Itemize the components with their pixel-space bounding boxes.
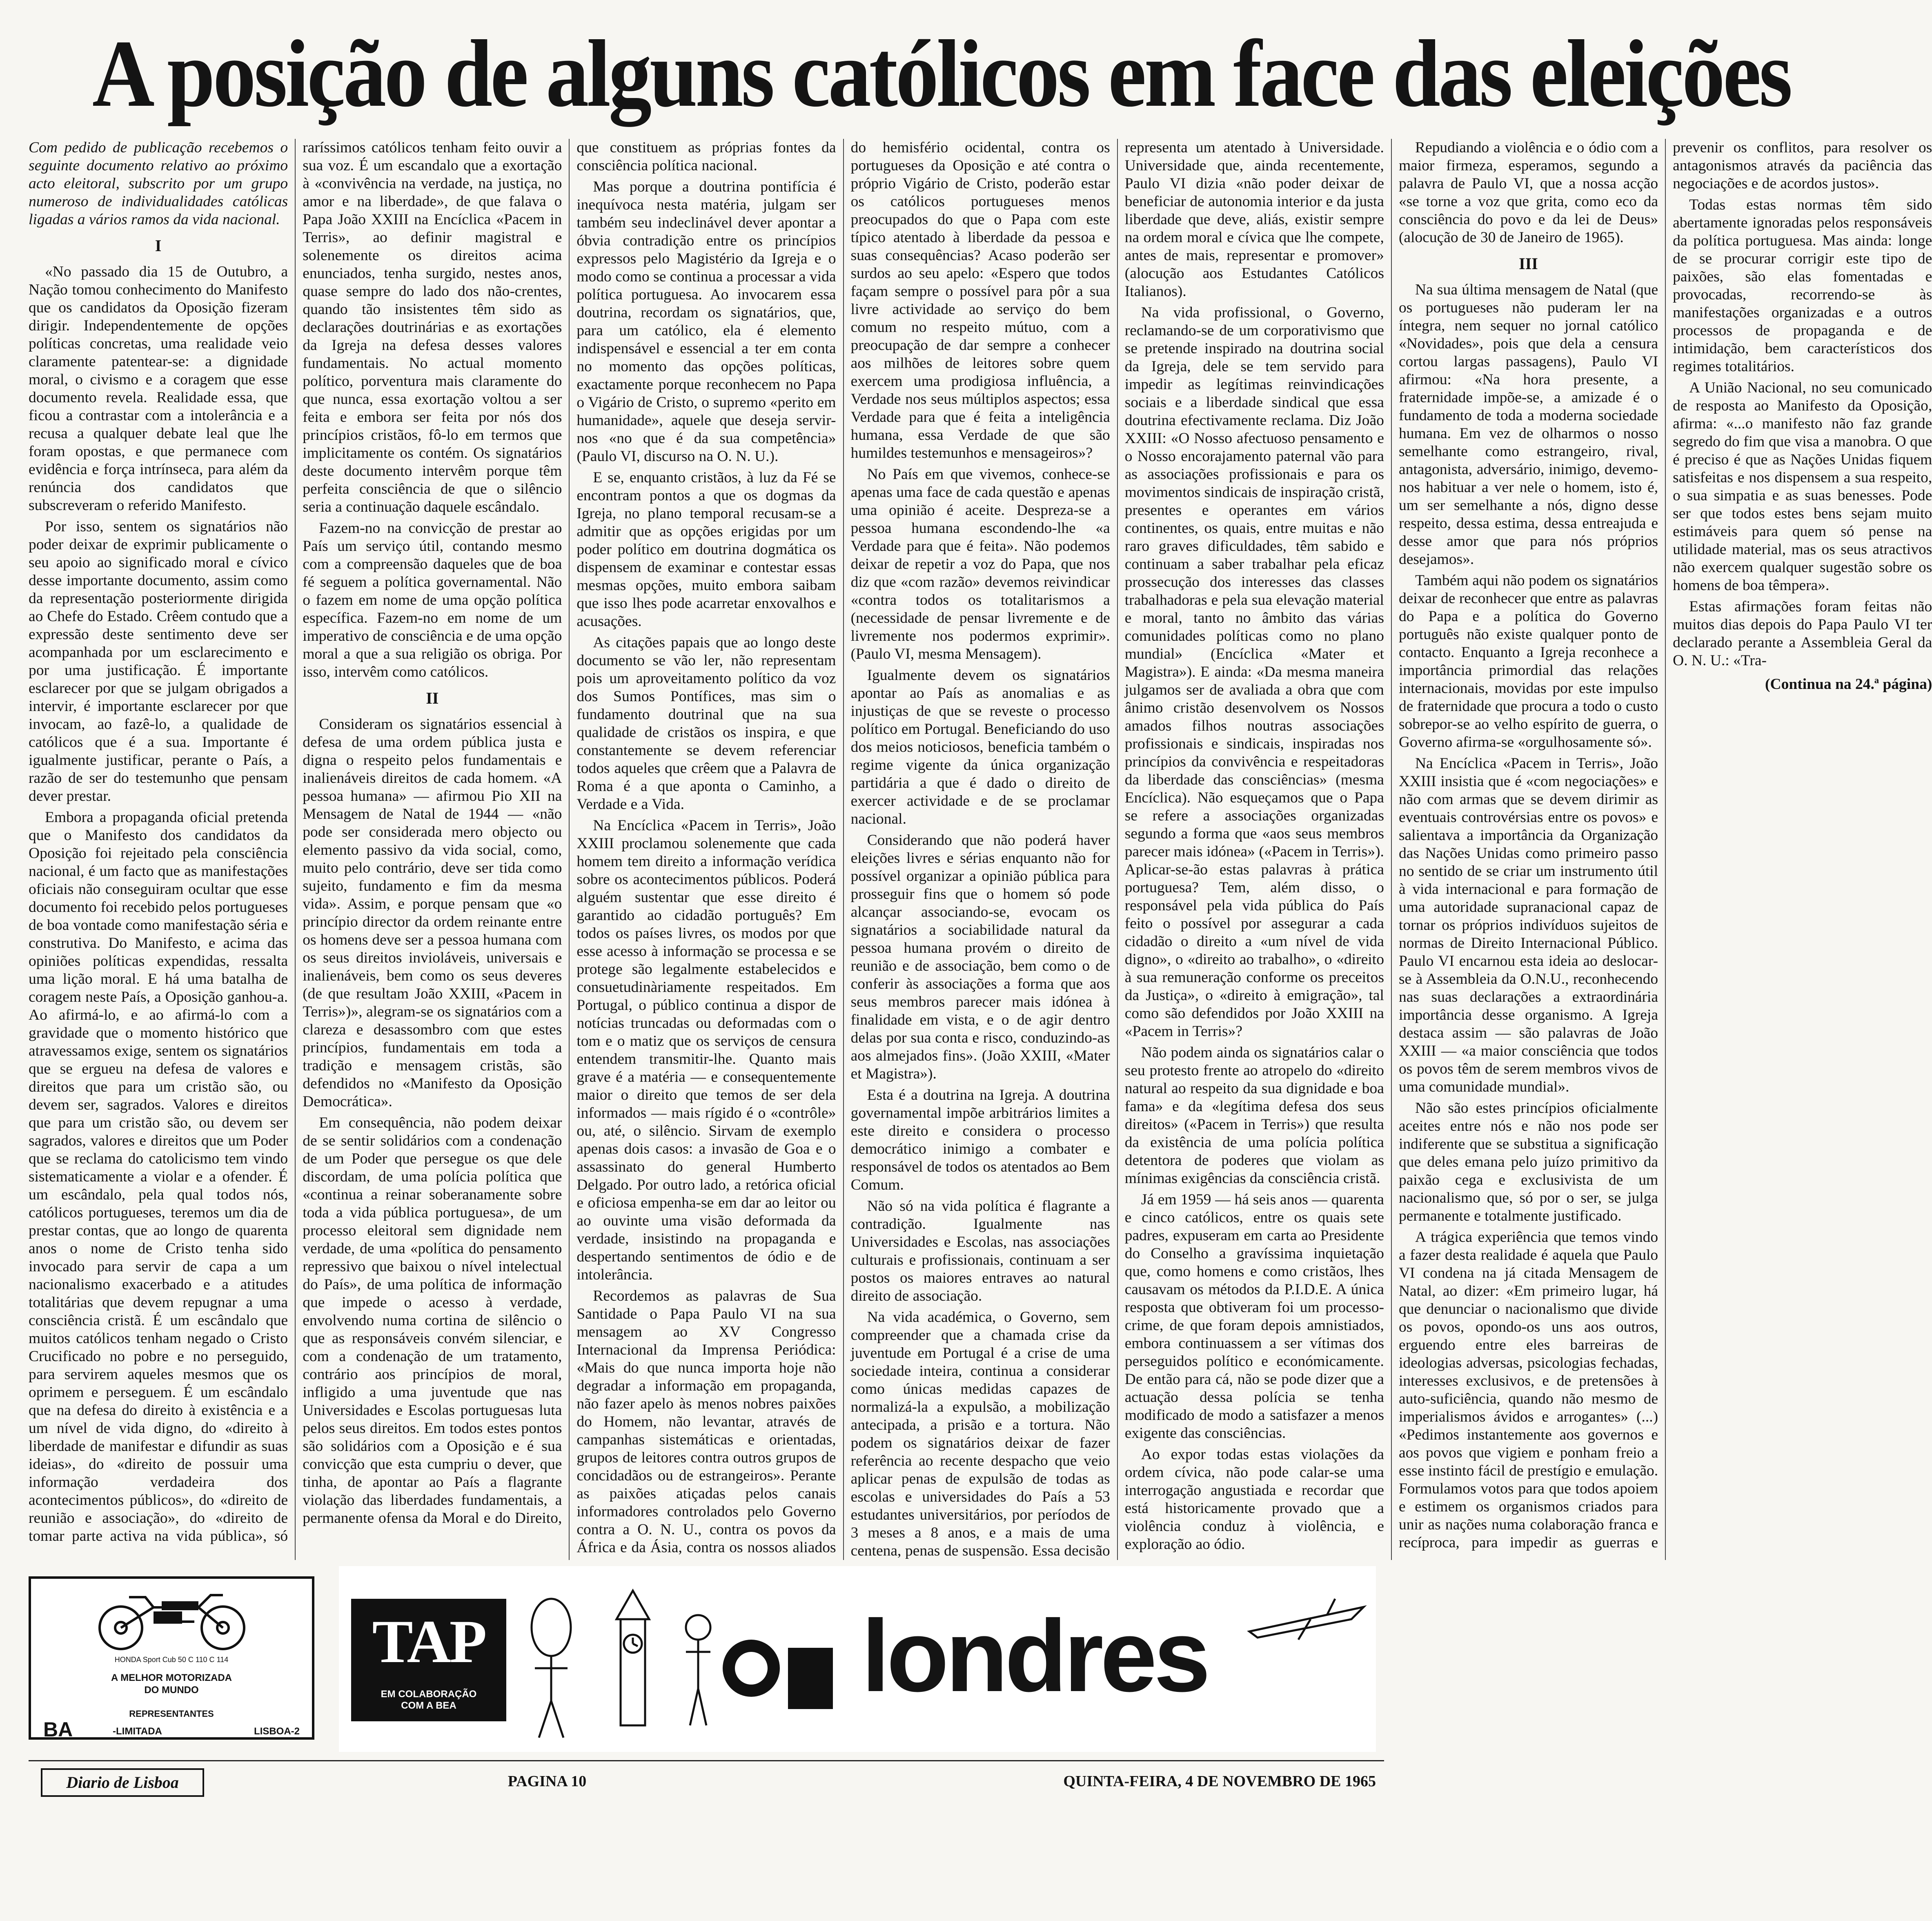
section-number: II [426, 689, 439, 707]
paragraph: A União Nacional, no seu comunicado de resposta ao Manifesto da Oposição, afirma: «...o manifesto não faz grande segredo do fim que visa a manobra. O que é preciso é que as Nações Unidas fiquem satisfeitas e nos dispensem a sua respeito, o sua simpatia e as suas benesses. Pode ser que todos estes bens sejam muito estimáveis para quem só pense na utilidade material, mas os seus atractivos não exercem qualquer sugestão sobre os homens de boa têmpera». [1673, 379, 1932, 594]
paragraph: Esta é a doutrina na Igreja. A doutrina governamental impõe arbitrários limites a este direito e considera o processo democrático inimigo a combater e responsável de todos os atentados ao Bem Comum. [850, 1087, 1110, 1193]
honda-claim-line: DO MUNDO [144, 1685, 199, 1696]
tap-logo: TAP [372, 1608, 485, 1676]
article-columns [29, 139, 1932, 1560]
paragraph: Fazem-no na convicção de prestar ao País um serviço útil, contando mesmo com a compreensão daqueles que de boa fé seguem a política governamental. Não o fazem em nome de uma opção política específica. Fazem-no em nome de um imperativo de consciência e de uma opção moral a que a sua religião os obriga. Por isso, intervêm como católicos. [303, 520, 562, 680]
headline: A posição de alguns católicos em face das eleições [92, 20, 1791, 127]
paragraph: E se, enquanto cristãos, à luz da Fé se encontram pontos a que os dogmas da Igreja, no plano temporal recusam-se a admitir que as opções erigidas por um poder político em doutrina dogmática os dispensem de examinar e contestar essas mesmas opções, muito embora saibam que isso lhes pode acarretar enxovalhos e acusações. [576, 469, 836, 630]
continued-note: (Continua na 24.ª página) [1765, 676, 1932, 693]
tap-collab-line: COM A BEA [401, 1700, 456, 1711]
newspaper-masthead: Diario de Lisboa [41, 1768, 204, 1797]
paragraph: No País em que vivemos, conhece-se apenas uma face de cada questão e apenas uma opinião é aceite. Despreza-se a pessoa humana escondendo-lhe «a Verdade para que é feita». Não podemos deixar de repetir a voz do Papa, que nos diz que «com razão» devemos reivindicar «contra todos os totalitarismos a (necessidade de pensar livremente e de livremente nos podermos exprimir». (Paulo VI, mesma Mensagem). [850, 466, 1110, 662]
paragraph: Recordemos as palavras de Sua Santidade o Papa Paulo VI na sua mensagem ao XV Congresso Internacional da Imprensa Periódica: «Mais do que nunca importa hoje não degradar a informação em propaganda, não fazer apelo às menos nobres paixões do Homem, não levantar, através de campanhas sistemáticas e orientadas, grupos de leitores contra outros grupos de concidadãos ou de estrangeiros». Perante as paixões atiçadas pelos canais informadores controlados pelo Governo contra a O. N. U., contra os povos da África e da Ásia, contra os nossos aliados do hemisfério ocidental, contra os portugueses da Oposição e até contra o próprio Vigário de Cristo, poderão estar os católicos portugueses menos preocupados do que o Papa com este típico atentado à liberdade da pessoa e suas consequências? Acaso poderão ser surdos ao seu apelo: «Espero que todos façam sempre o possível para pôr a sua livre actividade ao serviço do bem comum no respeito mútuo, com a preocupação de dar sempre a conhecer aos milhões de leitores sobre quem exercem uma prodigiosa influência, a Verdade nos seus múltiplos aspectos; essa Verdade para que é feita a inteligência humana, essa Verdade de que são humildes testemunhos e mensageiros»? [576, 139, 1110, 1556]
page-number: PAGINA 10 [507, 1773, 587, 1790]
paragraph: As citações papais que ao longo deste documento se vão ler, não representam pois um aproveitamento político da voz dos Sumos Pontífices, mas sim o fundamento doutrinal que na sua qualidade de cristãos os inspira, e que constantemente se devem referenciar todos aqueles que crêem que a Palavra de Roma é a que aponta o Caminho, a Verdade e a Vida. [576, 634, 836, 813]
paragraph: Mas porque a doutrina pontifícia é inequívoca nesta matéria, julgam ser também seu indeclinável dever apontar a óbvia contradição entre os princípios expressos pelo Magistério da Igreja e o modo como se continua a processar a vida política portuguesa. Ao invocarem essa doutrina, recordam os signatários, que, para um católico, ela é elemento indispensável e essencial a ter em conta no momento das opções políticas, exactamente porque reconhecem no Papa o Vigário de Cristo, o supremo «perito em humanidade», aquele que deseja servir-nos «no que é da sua competência» (Paulo VI, discurso na O. N. U.). [576, 178, 836, 465]
honda-dealer-suffix: -LIMITADA [113, 1726, 162, 1737]
paragraph: Considerando que não poderá haver eleições livres e sérias enquanto não for possível organizar a opinião pública para prosseguir fins que o homem só pode alcançar associando-se, evocam os signatários a sociabilidade natural da pessoa humana provém o direito de reunião e de associação, bem como o de conferir às associações a forma que aos seus membros parecer mais idónea à finalidade em vista, e o de agir dentro delas por sua conta e risco, conduzindo-as aos almejados fins». (João XXIII, «Mater et Magistra»). [850, 832, 1110, 1082]
paragraph: Também aqui não podem os signatários deixar de reconhecer que entre as palavras do Papa e a política do Governo português não existe qualquer ponto de contacto. Enquanto a Igreja reconhece a importância primordial das relações internacionais, movidas por este impulso de fraternidade que procura a todo o custo sobrepor-se ao velho espírito de guerra, o Governo afirma-se «orgulhosamente só». [1398, 572, 1658, 751]
paragraph: Não só na vida política é flagrante a contradição. Igualmente nas Universidades e Escolas, nas associações culturais e profissionais, continuam a ser postos os maiores entraves ao natural direito de associação. [850, 1198, 1110, 1304]
paragraph: Igualmente devem os signatários apontar ao País as anomalias e as injustiças de que se reveste o processo político em Portugal. Beneficiando do uso dos meios noticiosos, beneficia também o regime vigente da única organização partidária a que é dado o direito de exercer actividade e de se proclamar nacional. [850, 667, 1110, 827]
paragraph: Não são estes princípios oficialmente aceites entre nós e não nos pode ser indiferente que se substitua a significação que deles emana pelo juízo primitivo da paixão cega e exclusivista de um nacionalismo que, só por o ser, se julga permanente e totalmente justificado. [1398, 1100, 1658, 1224]
section-number: III [1519, 254, 1538, 273]
honda-dealer-city: LISBOA-2 [254, 1726, 300, 1737]
honda-dealer-logo: BA [43, 1718, 73, 1741]
paragraph: Repudiando a violência e o ódio com a maior firmeza, esperamos, segundo a palavra de Paulo VI, que a nossa acção «se torne a voz que grita, como eco da consciência do povo e da lei de Deus» (alocução de 30 de Janeiro de 1965). [1398, 139, 1658, 246]
paragraph: A trágica experiência que temos vindo a fazer desta realidade é aquela que Paulo VI condena na já citada Mensagem de Natal, ao dizer: «Em primeiro lugar, há que denunciar o nacionalismo que divide os povos, opondo-os uns aos outros, erguendo entre eles barreiras de ideologias adversas, psicologias fechadas, interesses exclusivos, e de pretensões à auto-suficiência, quando não mesmo de imperialismos ávidos e arrogantes» (...) «Pedimos instantemente aos governos e aos povos que vigiem e ponham freio a esse instinto fácil de prestígio e emulação. Formulamos votos para que todos apoiem e estimem os organismos criados para unir as nações numa colaboração franca e recíproca, para impedir as guerras e prevenir os conflitos, para resolver os antagonismos através da paciência das negociações e de acordos justos». [1398, 139, 1932, 1551]
paragraph: Não podem ainda os signatários calar o seu protesto frente ao atropelo do «direito natural ao respeito da sua dignidade e boa fama» e da «legítima defesa dos seus direitos» («Pacem in Terris») que resulta da existência de uma polícia política detentora de poderes que violam as mínimas exigências da consciência cristã. [1124, 1044, 1384, 1187]
paragraph: «No passado dia 15 de Outubro, a Nação tomou conhecimento do Manifesto que os candidatos da Oposição fizeram dirigir. Independentemente de opções políticas concretas, uma realidade veio claramente patentear-se: a dignidade moral, o civismo e a coragem que esse documento revela. Realidade essa, que ficou a contrastar com a intolerância e a recusa a qualquer debate leal que lhe foram opostas, e que permanece com evidência e força intrínseca, para além da renúncia dos candidatos que subscreveram o referido Manifesto. [29, 263, 288, 514]
destination-title: londres [861, 1599, 1207, 1713]
honda-dealer-label: REPRESENTANTES [129, 1709, 214, 1719]
paragraph: Ao expor todas estas violações da ordem cívica, não pode calar-se uma interrogação angustiada e recordar que está historicamente provado que a violência conduz à violência, e exploração ao ódio. [1124, 1446, 1384, 1553]
honda-advert [29, 1576, 314, 1740]
section-number: I [155, 236, 162, 255]
footer-rule [29, 1760, 1384, 1761]
paragraph: Em consequência, não podem deixar de se sentir solidários com a condenação de um Poder que persegue os que dele discordam, de uma polícia política que «continua a reinar soberanamente sobre toda a vida pública portuguesa», de um processo eleitoral sem dignidade nem verdade, de uma «política do pensamento repressivo que baixou o nível intelectual do País», de uma política de informação que impede o acesso à verdade, envolvendo numa cortina de silêncio o que as responsáveis convém silenciar, e com a condenação de um tratamento, contrário aos princípios de moral, infligido a uma juventude que nas Universidades e Escolas portuguesas luta pelos seus direitos. Em todos estes pontos são solidários com a Oposição e é sua convicção que esta cumpriu o dever, que tinha, de apontar ao País a flagrante violação das liberdades fundamentais, a permanente ofensa da Moral e do Direito, que constituem as próprias fontes da consciência política nacional. [303, 139, 836, 1527]
paragraph: Todas estas normas têm sido abertamente ignoradas pelos responsáveis da política portuguesa. Mas ainda: longe de se procurar corrigir este tipo de paixões, são elas fomentadas e provocadas, recorrendo-se às manifestações organizadas e a outros processos de propaganda e de intimidação, bem característicos dos regimes totalitários. [1673, 196, 1932, 375]
paragraph: Embora a propaganda oficial pretenda que o Manifesto dos candidatos da Oposição foi rejeitado pela consciência nacional, é um facto que as manifestações oficiais não conseguiram ocultar que esse documento foi recebido pelos portugueses de boa vontade como manifestação séria e construtiva. Do Manifesto, e acima das opiniões políticas expendidas, ressalta uma lição moral. E há uma batalha de coragem neste País, a Oposição ganhou-a. Ao afirmá-lo, e ao afirmá-lo com a gravidade que o momento histórico que atravessamos exige, sentem os signatários que se ergueu na defesa de valores e direitos que para um cristão são, ou devem ser, sagrados. Valores e direitos que para um cristão são, ou devem ser sagrados, valores e direitos que um Poder que se reclama do catolicismo tem vindo sistematicamente a violar e a ofender. É um escândalo, pela qual todos nós, católicos portugueses, teremos um dia de prestar contas, que ao longo de quarenta anos o nome de Cristo tenha sido invocado para servir de capa a um nacionalismo exacerbado e a atitudes totalitárias que devem repugnar a uma consciência cristã. É um escândalo que muitos católicos tenham negado o Cristo Crucificado no pobre e no perseguido, para servirem aqueles mesmos que os oprimem e perseguem. É um escândalo que na defesa do direito à existência e a um nível de vida digno, do «direito à liberdade de manifestar e difundir as suas ideias», do «direito de possuir uma informação verdadeira dos acontecimentos públicos», do «direito de reunião e associação», do «direito de tomar parte activa na vida pública», só raríssimos católicos tenham feito ouvir a sua voz. É um escandalo que a exortação à «convivência na verdade, na justiça, no amor e na liberdade», de que falava o Papa João XXIII na Encíclica «Pacem in Terris», ao definir magistral e solenemente os direitos acima enunciados, tenha surgido, nestes anos, quase sempre do lado dos não-crentes, quando tão insistentes têm sido as declarações doutrinárias e as exortações da Igreja na defesa desses valores fundamentais. No actual momento político, porventura mais claramente do que nunca, essa exortação voltou a ser feita e embora ser feita por nós dos princípios cristãos, fô-lo em termos que implicitamente os contém. Os signatários deste documento intervêm porque têm perfeita consciência de que o silêncio seria a continuação daquele escândalo. [29, 139, 562, 1544]
paragraph: Na vida académica, o Governo, sem compreender que a chamada crise da juventude em Portugal é a crise de uma sociedade inteira, continua a considerar como únicas medidas capazes de normalizá-la a expulsão, a mobilização antecipada, a prisão e a tortura. Não podem os signatários deixar de fazer referência ao recente despacho que veio aplicar penas de expulsão de todas as escolas e universidades do País a 53 estudantes universitários, por períodos de 3 meses a 8 anos, e a mais de uma centena, penas de suspensão. Essa decisão representa um atentado à Universidade. Universidade que, ainda recentemente, Paulo VI dizia «não poder deixar de beneficiar de autonomia interior e da justa liberdade que deve, aliás, existir sempre na ordem moral e cívica que lhe compete, antes de mais, representar e promover» (alocução aos Estudantes Católicos Italianos). [850, 139, 1384, 1559]
paragraph: Na Encíclica «Pacem in Terris», João XXIII insistia que é «com negociações» e não com armas que se devem dirimir as eventuais controvérsias entre os povos» e salientava a importância da Organização das Nações Unidas como primeiro passo no sentido de se criar um instrumento útil à vida internacional e para formação de uma autoridade supranacional capaz de tornar os próprios indivíduos sujeitos de normas de Direito Internacional Público. Paulo VI encarnou esta ideia ao deslocar-se à Assembleia da O.N.U., reconhecendo nas suas declarações a extraordinária importância desse organismo. A Igreja destaca assim — são palavras de João XXIII — «a maior consciência que todos os povos têm de serem membros vivos de uma comunidade mundial». [1398, 755, 1658, 1095]
paragraph: Na Encíclica «Pacem in Terris», João XXIII proclamou solenemente que cada homem tem direito a informação verídica sobre os acontecimentos públicos. Poderá alguém sustentar que esse direito é garantido ao cidadão português? Em todos os países livres, os modos por que esse acesso à informação se processa e se protege são legalmente estabelecidos e consuetudinàriamente respeitados. Em Portugal, o público continua a dispor de notícias truncadas ou deformadas com o tom e o matiz que os serviços de censura entendem transmitir-lhe. Quanto mais grave é a matéria — e consequentemente maior o direito que temos de ser dela informados — mais rígido é o «contrôle» ou, até, o silêncio. Sirvam de exemplo apenas dois casos: a invasão de Goa e o assassinato do general Humberto Delgado. Por outro lado, a retórica oficial e oficiosa empenha-se em dar ao leitor ou ao ouvinte uma visão deformada da verdade, insistindo na propaganda e despertando sentimentos de ódio e de intolerância. [576, 817, 836, 1283]
paragraph: Já em 1959 — há seis anos — quarenta e cinco católicos, entre os quais sete padres, expuseram em carta ao Presidente do Conselho a gravíssima inquietação que, como homens e como cristãos, lhes causavam os métodos da P.I.D.E. A única resposta que obtiveram foi um processo-crime, de que foram depois amnistiados, embora continuassem a ser vítimas dos perseguidos político e económicamente. De então para cá, não se pode dizer que a actuação dessa polícia se tenha modificado de modo a satisfazer a menos exigente das consciências. [1124, 1191, 1384, 1442]
honda-model: HONDA Sport Cub 50 C 110 C 114 [114, 1656, 229, 1664]
honda-claim [31, 1672, 312, 1696]
issue-date: QUINTA-FEIRA, 4 DE NOVEMBRO DE 1965 [1063, 1773, 1376, 1790]
article-intro: Com pedido de publicação recebemos o seguinte documento relativo ao próximo acto eleitoral, subscrito por um grupo numeroso de individualidades católicas ligadas a vários ramos da vida nacional. [29, 139, 288, 228]
motorcycle-illustration [31, 1579, 312, 1656]
paragraph: Estas afirmações foram feitas não muitos dias depois do Papa Paulo VI ter declarado perante a Assembleia Geral da O. N. U.: «Tra- [1673, 598, 1932, 669]
london-illustration [339, 1566, 1376, 1752]
paragraph: Consideram os signatários essencial à defesa de uma ordem pública justa e digna o respeito pelos fundamentais e inalienáveis direitos de cada homem. «A pessoa humana» — afirmou Pio XII na Mensagem de Natal de 1944 — «não pode ser considerada mero objecto ou elemento passivo da vida social, como, muito pelo contrário, deve ser tida como sujeito, fundamento e fim da mesma vida». Assim, e porque pensam que «o princípio director da ordem reinante entre os homens deve ser a pessoa humana com os seus direitos invioláveis, universais e inalienáveis, bem como os seus deveres (de que resultam João XXIII, «Pacem in Terris»)», alegram-se os signatários com a clareza e desassombro com que estes princípios, fundamentais em toda a tradição e mensagem cristãs, são defendidos no «Manifesto da Oposição Democrática». [303, 716, 562, 1110]
paragraph: Na sua última mensagem de Natal (que os portugueses não puderam ler na íntegra, nem sequer no jornal católico «Novidades», pois que dela a censura cortou largas passagens), Paulo VI afirmou: «Na hora presente, a fraternidade impõe-se, a amizade é o fundamento de toda a moderna sociedade humana. Em vez de olharmos o nosso semelhante como estrangeiro, rival, antagonista, adversário, inimigo, devemo-nos habituar a ver nele o homem, isto é, um ser semelhante a nós, digno desse respeito, dessa estima, dessa entreajuda e desse amor que para nós próprios desejamos». [1398, 281, 1658, 568]
tap-advert [339, 1566, 1376, 1752]
honda-claim-line: A MELHOR MOTORIZADA [111, 1672, 232, 1683]
tap-collab-line: EM COLABORAÇÃO [381, 1689, 477, 1700]
paragraph: Na vida profissional, o Governo, reclamando-se de um corporativismo que se pretende inspirado na doutrina social da Igreja, dele se tem servido para impedir as legítimas reinvindicações sociais e a liberdade sindical que essa doutrina efectivamente reclama. Diz João XXIII: «O Nosso afectuoso pensamento e o Nosso encorajamento paternal vão para as associações profissionais e para os movimentos sindicais de inspiração cristã, presentes e operantes em vários continentes, os quais, entre muitas e não raro graves dificuldades, têm sabido e continuam a saber trabalhar pela eficaz prossecução dos interesses das classes trabalhadoras e pela sua elevação material e moral, tanto no âmbito das várias comunidades políticas como no plano mundial» (Encíclica «Mater et Magistra»). E ainda: «Da mesma maneira julgamos ser de avaliada a obra que com ânimo cristão desenvolvem os Nossos amados filhos noutras associações profissionais e sindicais, inspiradas nos princípios da convivência e respeitadoras da liberdade das consciências» (mesma Encíclica). Não esqueçamos que o Papa se refere a associações organizadas segundo a forma que «aos seus membros parecer mais idónea» («Pacem in Terris»). Aplicar-se-ão estas palavras à prática portuguesa? Tem, além disso, o responsável pela vida pública do País feito o possível por assegurar a cada cidadão o direito a «um nível de vida digno», o «direito ao trabalho», o «direito à sua remuneração conforme os preceitos da Justiça», o «direito à emigração», tal como são defendidos por João XXIII na «Pacem in Terris»? [1124, 304, 1384, 1040]
paragraph: Por isso, sentem os signatários não poder deixar de exprimir publicamente o seu apoio ao significado moral e cívico desse importante documento, assim como da representação posteriormente dirigida ao Chefe do Estado. Crêem contudo que a expressão deste sentimento deve ser acompanhada por um esclarecimento e por uma justificação. É importante esclarecer por que se julgam obrigados a intervir, é importante esclarecer por que invocam, ao fazê-lo, a qualidade de católicos que é a sua. Importante é igualmente justificar, perante o País, a razão de ser do testemunho que pensam dever prestar. [29, 518, 288, 805]
